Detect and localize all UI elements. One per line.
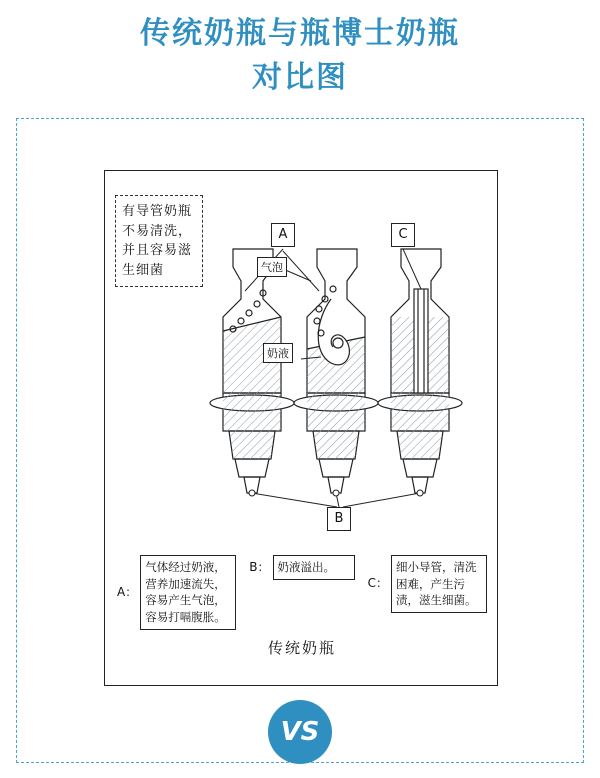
note-bubble: 气泡 xyxy=(257,257,287,277)
legend-key-b: B： xyxy=(249,559,270,574)
legend-row xyxy=(117,555,487,630)
callout-note: 有导管奶瓶不易清洗，并且容易滋生细菌 xyxy=(115,195,203,287)
legend-item-a xyxy=(117,555,236,630)
legend-text-b: 奶液溢出。 xyxy=(273,555,355,580)
legend-text-c: 细小导管，清洗困难，产生污渍，滋生细菌。 xyxy=(391,555,487,613)
page-title-line-2: 对比图 xyxy=(252,59,348,95)
diagram-panel xyxy=(104,170,498,686)
bottle-left xyxy=(210,249,294,493)
bottle-middle xyxy=(294,249,378,493)
tag-c: C xyxy=(391,223,415,247)
vs-badge: VS xyxy=(268,700,332,764)
legend-text-a: 气体经过奶液，营养加速流失，容易产生气泡，容易打嗝腹胀。 xyxy=(140,555,236,630)
legend-item-b xyxy=(249,555,354,580)
page-title-line-1: 传统奶瓶与瓶博士奶瓶 xyxy=(140,16,460,51)
page-title xyxy=(0,0,600,99)
tag-b: B xyxy=(327,507,351,531)
tag-a: A xyxy=(271,223,295,247)
legend-item-c xyxy=(368,555,487,613)
legend-key-a: A： xyxy=(117,584,138,599)
note-milk: 奶液 xyxy=(263,343,293,363)
legend-key-c: C： xyxy=(367,576,388,591)
diagram-caption: 传统奶瓶 xyxy=(267,639,336,657)
